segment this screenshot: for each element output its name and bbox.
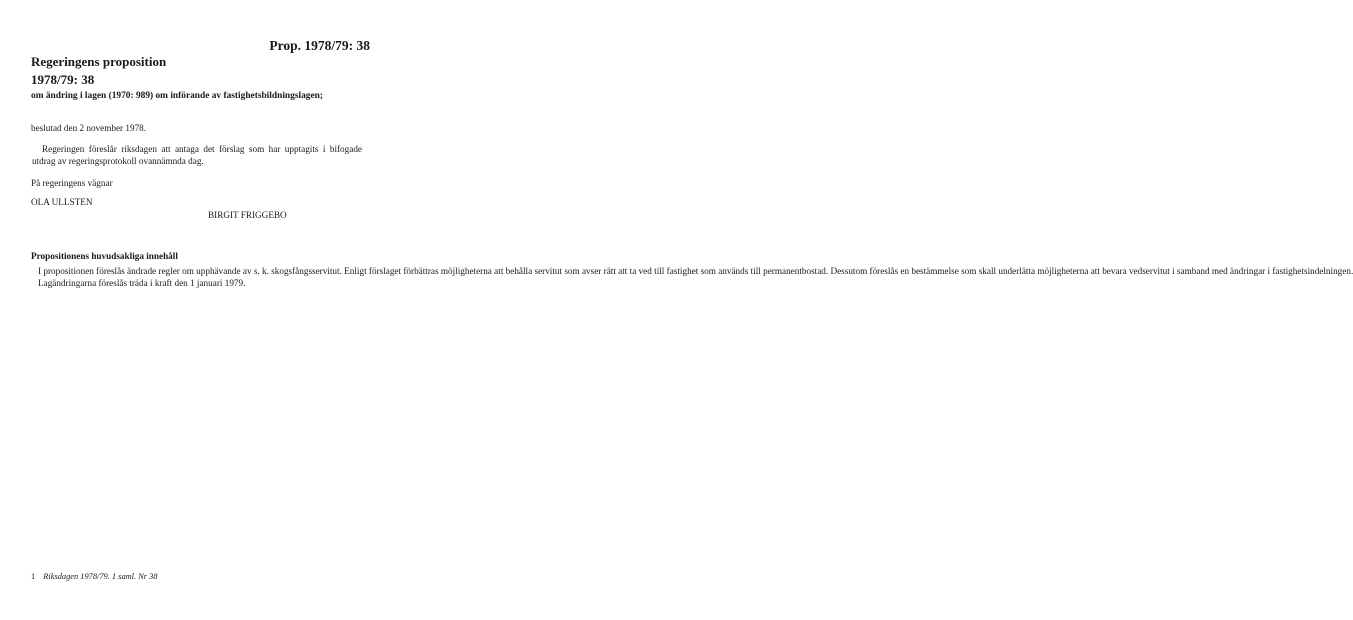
document-heading: Regeringens proposition	[31, 54, 167, 69]
intro-paragraph: Regeringen föreslår riksdagen att antaga det förslag som har upptagits i bifogade utdrag av regeringsprotokoll ovannämnda dag.	[32, 144, 362, 166]
summary-heading: Propositionens huvudsakliga innehåll	[31, 251, 178, 261]
signature-first: OLA ULLSTEN	[31, 197, 93, 207]
footer-text: Riksdagen 1978/79. 1 saml. Nr 38	[43, 572, 158, 581]
summary-paragraph: I propositionen föreslås ändrade regler om upphävande av s. k. skogsfångsservitut. Enligt förslaget förbättras möjligheterna att behålla servitut som avser rätt att ta ved till fastighet som används till permanentbostad. Dessutom föreslås en bestämmelse som skall underlätta möjligheterna att bevara vedservitut i samband med ändringar i fastighetsindelningen.	[38, 266, 1353, 276]
document-subject: om ändring i lagen (1970: 989) om införande av fastighetsbildningslagen;	[31, 91, 323, 101]
on-behalf-line: På regeringens vägnar	[31, 178, 113, 188]
summary-paragraph: Lagändringarna föreslås träda i kraft den 1 januari 1979.	[38, 277, 246, 288]
summary-body	[31, 266, 1353, 289]
decision-date: beslutad den 2 november 1978.	[31, 123, 147, 133]
page-footer	[31, 572, 158, 581]
footer-page-number: 1	[31, 572, 36, 581]
signature-second: BIRGIT FRIGGEBO	[208, 210, 287, 220]
proposition-reference: Prop. 1978/79: 38	[269, 38, 370, 53]
document-number: 1978/79: 38	[31, 72, 95, 87]
